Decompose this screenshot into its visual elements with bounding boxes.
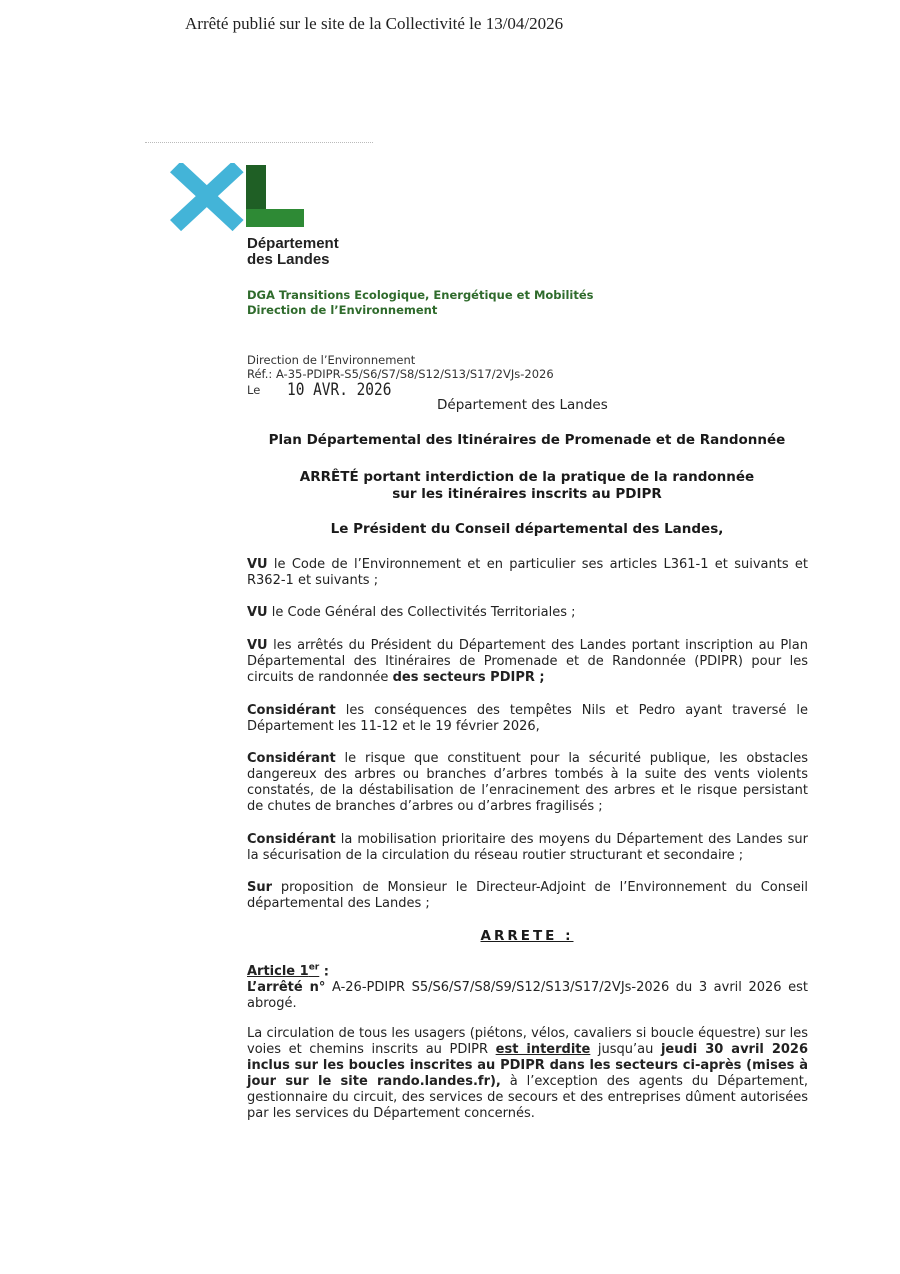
vu-lead: VU	[247, 638, 268, 653]
article-1-paragraph	[247, 1026, 808, 1122]
article-text-b: est interdite	[495, 1042, 591, 1057]
considerant-lead: Considérant	[247, 832, 336, 847]
considerant-text: la mobilisation prioritaire des moyens du Département des Landes sur la sécurisation de la circulation du réseau routier structurant et secondaire ;	[247, 832, 808, 863]
publication-note: Arrêté publié sur le site de la Collectivité le 13/04/2026	[185, 14, 564, 33]
arrete-title-line-1: ARRÊTÉ portant interdiction de la pratique de la randonnée	[299, 469, 755, 485]
considerant-text: le risque que constituent pour la sécurité publique, les obstacles dangereux des arbres ou branches d’arbres tombés à la suite des vents violents constatés, de la déstabilisation de l’enracinement des arbres et le risque persistant de chutes de branches d’arbres ou d’arbres fragilisés ;	[247, 751, 808, 814]
logo-line-1: Département	[247, 235, 339, 252]
article-title-text: Article 1	[247, 964, 309, 980]
article-title-colon: :	[319, 964, 329, 980]
vu-text: le Code Général des Collectivités Territoriales ;	[267, 605, 576, 620]
article-1	[247, 960, 808, 1012]
reference-block	[247, 353, 554, 381]
article-1-abrogation	[247, 980, 808, 1012]
abrogation-text: A-26-PDIPR S5/S6/S7/S8/S9/S12/S13/S17/2VJs-2026 du 3 avril 2026 est abrogé.	[247, 980, 808, 1012]
vu-paragraph-3	[247, 638, 808, 686]
vu-text: les arrêtés du Président du Département des Landes portant inscription au Plan Départemental des Itinéraires de Promenade et de Randonnée (PDIPR) pour les circuits de randonnée	[247, 638, 808, 685]
considerant-lead: Considérant	[247, 751, 336, 766]
plan-title: Plan Départemental des Itinéraires de Promenade et de Randonnée	[268, 432, 786, 448]
separator-line	[145, 142, 373, 143]
landes-logo-icon	[170, 163, 310, 235]
vu-text: le Code de l’Environnement et en particulier ses articles L361-1 et suivants et R362-1 et suivants ;	[247, 557, 808, 588]
article-text-a: La circulation de tous les usagers (piétons, vélos, cavaliers si boucle équestre) sur les voies et chemins inscrits au PDIPR	[247, 1026, 808, 1057]
considerant-paragraph-3	[247, 832, 808, 864]
vu-paragraph-1	[247, 557, 808, 589]
article-1-title	[247, 960, 808, 980]
considerant-text: les conséquences des tempêtes Nils et Pedro ayant traversé le Département les 11-12 et le 19 février 2026,	[247, 703, 808, 734]
sur-text: proposition de Monsieur le Directeur-Adjoint de l’Environnement du Conseil départemental des Landes ;	[247, 880, 808, 911]
article-text-c: jusqu’au	[590, 1042, 661, 1057]
arrete-heading: ARRETE :	[480, 928, 574, 944]
direction-block	[247, 288, 593, 318]
vu-paragraph-2	[247, 605, 808, 621]
dga-label: DGA Transitions Ecologique, Energétique et Mobilités	[247, 288, 594, 302]
service-label: Direction de l’Environnement	[247, 353, 416, 367]
article-text-e: à l’exception des agents du Département, gestionnaire du circuit, des services de secours et des entreprises dûment autorisées par les services du Département concernés.	[247, 1074, 808, 1121]
direction-label: Direction de l’Environnement	[247, 303, 438, 317]
article-title-sup: er	[308, 963, 320, 973]
arrete-title	[247, 469, 807, 503]
vu-lead: VU	[247, 557, 268, 572]
article-text-d: jeudi 30 avril 2026 inclus sur les boucles inscrites au PDIPR dans les secteurs ci-après (mises à jour sur le site rando.landes.fr),	[247, 1042, 809, 1089]
logo-wordmark	[247, 236, 339, 268]
date-stamp: 10 AVR. 2026	[287, 380, 392, 400]
vu-bold-end: des secteurs PDIPR ;	[392, 670, 545, 685]
date-label: Le	[247, 383, 261, 397]
considerant-paragraph-2	[247, 751, 808, 815]
sur-lead: Sur	[247, 880, 273, 895]
arrete-title-line-2: sur les itinéraires inscrits au PDIPR	[392, 486, 662, 502]
reference-number: Réf.: A-35-PDIPR-S5/S6/S7/S8/S12/S13/S17/2VJs-2026	[247, 367, 554, 381]
considerant-paragraph-1	[247, 703, 808, 735]
department-line: Département des Landes	[437, 397, 608, 413]
considerant-lead: Considérant	[247, 703, 336, 718]
president-title: Le Président du Conseil départemental des Landes,	[330, 521, 724, 537]
sur-paragraph	[247, 880, 808, 912]
abrogation-lead: L’arrêté n°	[247, 980, 326, 996]
vu-lead: VU	[247, 605, 268, 620]
logo-line-2: des Landes	[247, 251, 330, 268]
